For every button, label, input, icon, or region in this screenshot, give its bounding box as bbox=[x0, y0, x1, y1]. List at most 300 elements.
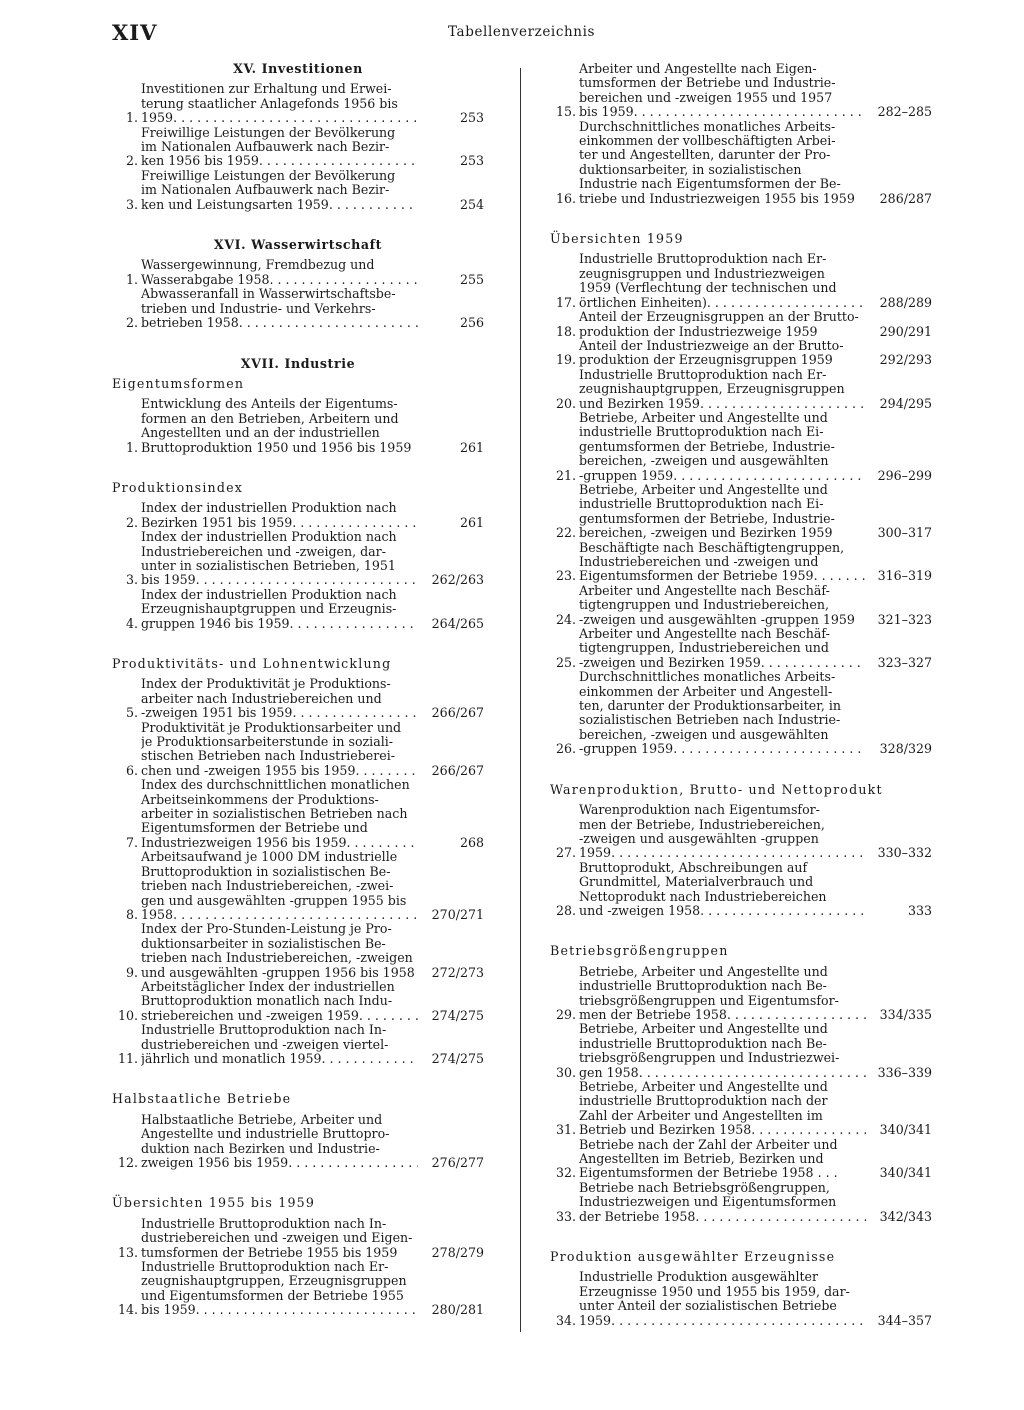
entry-line: 1959 bbox=[579, 1312, 612, 1328]
toc-entry[interactable] bbox=[550, 368, 932, 411]
entry-last-line bbox=[579, 1210, 866, 1224]
entry-text bbox=[579, 541, 866, 584]
entry-last-line bbox=[141, 1246, 418, 1260]
entry-line: Nettoprodukt nach Industriebereichen bbox=[579, 888, 827, 904]
entry-number: 17. bbox=[555, 294, 576, 310]
entry-text bbox=[141, 677, 418, 720]
entry-last-line bbox=[579, 397, 866, 411]
entry-line: striebereichen und -zweigen 1959 bbox=[141, 1007, 359, 1023]
entry-line: Index des durchschnittlichen monatlichen bbox=[141, 778, 410, 793]
entry-text bbox=[141, 1260, 418, 1318]
entry-line: dustriebereichen und -zweigen und Eigen- bbox=[141, 1230, 413, 1246]
entry-line: Industriezweigen 1956 bis 1959 bbox=[141, 834, 347, 850]
dot-leader bbox=[355, 764, 418, 778]
dot-leader bbox=[173, 111, 418, 125]
entry-line: Betriebe, Arbeiter und Angestellte und bbox=[579, 1080, 828, 1094]
page-reference: 261 bbox=[459, 514, 484, 530]
entry-line: Grundmittel, Materialverbrauch und bbox=[579, 874, 814, 890]
entry-number: 16. bbox=[555, 190, 576, 206]
entry-line: Industrielle Bruttoproduktion nach In- bbox=[141, 1023, 387, 1038]
entry-list bbox=[550, 62, 932, 206]
toc-entry[interactable] bbox=[550, 1022, 932, 1080]
entry-line: produktion der Industriezweige 1959 bbox=[579, 323, 818, 339]
entry-line: triebsgrößengruppen und Industriezwei- bbox=[579, 1050, 840, 1066]
entry-line: Anteil der Industriezweige an der Brutto- bbox=[579, 338, 844, 353]
entry-line: bis 1959 bbox=[141, 1302, 196, 1318]
entry-line: Arbeiter und Angestellte nach Beschäf- bbox=[579, 583, 830, 598]
toc-entry[interactable] bbox=[550, 1270, 932, 1328]
entry-last-line bbox=[579, 1008, 866, 1022]
entry-text bbox=[141, 530, 418, 588]
entry-line: Durchschnittliches monatliches Arbeits- bbox=[579, 119, 836, 134]
entry-line: -zweigen 1951 bis 1959 bbox=[141, 705, 293, 721]
page-reference: 254 bbox=[459, 196, 484, 212]
section-heading-xv: XV. Investitionen bbox=[233, 61, 363, 76]
dot-leader bbox=[196, 573, 418, 587]
toc-entry[interactable] bbox=[550, 627, 932, 670]
entry-last-line bbox=[141, 1156, 418, 1170]
entry-text bbox=[141, 1217, 418, 1260]
toc-entry[interactable] bbox=[112, 850, 484, 922]
entry-text bbox=[579, 1181, 866, 1224]
toc-entry[interactable] bbox=[112, 922, 484, 980]
entry-number: 29. bbox=[555, 1006, 576, 1022]
entry-number: 3. bbox=[125, 572, 138, 588]
entry-line: -zweigen und ausgewählten -gruppen 1959 bbox=[579, 611, 855, 627]
entry-line: trieben nach Industriebereichen, -zwei- bbox=[141, 878, 394, 894]
entry-line: produktion der Erzeugnisgruppen 1959 bbox=[579, 352, 833, 368]
entry-last-line bbox=[141, 573, 418, 587]
toc-entry[interactable] bbox=[550, 339, 932, 368]
entry-number: 4. bbox=[125, 615, 138, 631]
entry-line: Arbeiter und Angestellte nach Eigen- bbox=[579, 62, 817, 76]
entry-last-line bbox=[141, 706, 418, 720]
entry-line: Angestellten und an der industriellen bbox=[141, 425, 380, 441]
entry-last-line bbox=[141, 441, 418, 455]
entry-number: 33. bbox=[555, 1208, 576, 1224]
page-reference: 266/267 bbox=[431, 762, 484, 778]
entry-list bbox=[112, 1113, 484, 1171]
entry-line: Industriebereichen und -zweigen, dar- bbox=[141, 543, 386, 559]
page-reference: 255 bbox=[459, 271, 484, 287]
dot-leader bbox=[322, 1052, 418, 1066]
page-title: Tabellenverzeichnis bbox=[448, 24, 596, 40]
entry-line: Beschäftigte nach Beschäftigtengruppen, bbox=[579, 540, 845, 555]
toc-entry[interactable] bbox=[550, 965, 932, 1023]
entry-list bbox=[112, 82, 484, 212]
subheading-halbstaatliche: Halbstaatliche Betriebe bbox=[112, 1091, 292, 1107]
entry-line: ter und Angestellten, darunter der Pro- bbox=[579, 147, 831, 163]
entry-line: einkommen der vollbeschäftigten Arbei- bbox=[579, 133, 836, 149]
entry-number: 20. bbox=[555, 395, 576, 411]
entry-line: Industrielle Produktion ausgewählter bbox=[579, 1270, 819, 1285]
entry-line: arbeiter nach Industriebereichen und bbox=[141, 690, 382, 706]
entry-number: 5. bbox=[125, 705, 138, 721]
entry-line: Erzeugnisse 1950 und 1955 bis 1959, dar- bbox=[579, 1283, 850, 1299]
entry-line: Industrielle Bruttoproduktion nach Er- bbox=[141, 1260, 389, 1275]
page-reference: 272/273 bbox=[431, 964, 484, 980]
entry-text bbox=[579, 252, 866, 310]
subheading-warenproduktion: Warenproduktion, Brutto- und Nettoprodukt bbox=[550, 781, 883, 797]
entry-line: im Nationalen Aufbauwerk nach Bezir- bbox=[141, 139, 390, 155]
toc-entry[interactable] bbox=[550, 411, 932, 483]
toc-entry[interactable] bbox=[112, 677, 484, 720]
entry-line: Industrielle Bruttoproduktion nach In- bbox=[141, 1216, 387, 1231]
entry-line: tumsformen der Betriebe und Industrie- bbox=[579, 75, 836, 91]
entry-number: 34. bbox=[555, 1312, 576, 1328]
entry-line: Industrielle Bruttoproduktion nach Er- bbox=[579, 252, 827, 267]
entry-line: Anteil der Erzeugnisgruppen an der Brutto- bbox=[579, 310, 859, 325]
entry-number: 19. bbox=[555, 352, 576, 368]
entry-line: Eigentumsformen der Betriebe 1958 . . . bbox=[579, 1165, 838, 1181]
toc-entry[interactable] bbox=[112, 82, 484, 125]
entry-number: 18. bbox=[555, 323, 576, 339]
toc-entry[interactable] bbox=[550, 483, 932, 541]
page-reference: 268 bbox=[459, 834, 484, 850]
entry-last-line bbox=[579, 105, 866, 119]
page-reference: 256 bbox=[459, 315, 484, 331]
entry-line: 1959 (Verflechtung der technischen und bbox=[579, 280, 837, 296]
entry-number: 15. bbox=[555, 104, 576, 120]
entry-number: 26. bbox=[555, 741, 576, 757]
entry-line: Wasserabgabe 1958 bbox=[141, 271, 270, 287]
entry-text bbox=[141, 850, 418, 922]
entry-line: dustriebereichen und -zweigen viertel- bbox=[141, 1036, 389, 1052]
entry-line: tumsformen der Betriebe 1955 bis 1959 bbox=[141, 1244, 398, 1260]
entry-line: Bruttoproduktion monatlich nach Indu- bbox=[141, 993, 393, 1009]
entry-last-line bbox=[579, 1166, 866, 1180]
dot-leader bbox=[727, 1008, 866, 1022]
toc-entry[interactable] bbox=[550, 310, 932, 339]
entry-line: Bruttoproduktion 1950 und 1956 bis 1959 bbox=[141, 439, 412, 455]
entry-line: Bruttoprodukt, Abschreibungen auf bbox=[579, 860, 808, 875]
dot-leader bbox=[634, 105, 866, 119]
entry-line: tigtengruppen und Industriebereichen, bbox=[579, 597, 829, 613]
toc-entry[interactable] bbox=[112, 1023, 484, 1066]
entry-text bbox=[141, 721, 418, 779]
entry-line: zeugnishauptgruppen, Erzeugnisgruppen bbox=[141, 1273, 407, 1289]
entry-text bbox=[141, 588, 418, 631]
entry-number: 10. bbox=[117, 1007, 138, 1023]
entry-line: -gruppen 1959 bbox=[579, 741, 674, 757]
page-reference: 264/265 bbox=[431, 615, 484, 631]
entry-line: Warenproduktion nach Eigentumsfor- bbox=[579, 803, 820, 818]
entry-line: chen und -zweigen 1955 bis 1959 bbox=[141, 762, 356, 778]
entry-text bbox=[579, 803, 866, 861]
entry-line: tigtengruppen, Industriebereichen und bbox=[579, 640, 829, 656]
entry-line: Halbstaatliche Betriebe, Arbeiter und bbox=[141, 1112, 383, 1127]
toc-entry[interactable] bbox=[550, 252, 932, 310]
entry-text bbox=[579, 861, 866, 919]
entry-number: 6. bbox=[125, 762, 138, 778]
page-reference: 294/295 bbox=[879, 395, 932, 411]
toc-entry[interactable] bbox=[112, 778, 484, 850]
dot-leader bbox=[639, 1066, 866, 1080]
toc-entry[interactable] bbox=[112, 1217, 484, 1260]
entry-line: Industrie nach Eigentumsformen der Be- bbox=[579, 176, 841, 192]
entry-text bbox=[579, 1022, 866, 1080]
entry-number: 22. bbox=[555, 525, 576, 541]
entry-line: Betriebe nach der Zahl der Arbeiter und bbox=[579, 1137, 838, 1152]
entry-number: 14. bbox=[117, 1302, 138, 1318]
toc-entry[interactable] bbox=[550, 1181, 932, 1224]
subheading-produktivitaet: Produktivitäts- und Lohnentwicklung bbox=[112, 656, 392, 671]
toc-entry[interactable] bbox=[550, 1080, 932, 1138]
entry-line: Bezirken 1951 bis 1959 bbox=[141, 514, 293, 530]
page-reference: 300–317 bbox=[877, 525, 932, 541]
toc-entry[interactable] bbox=[550, 120, 932, 206]
entry-last-line bbox=[141, 966, 418, 980]
dot-leader bbox=[346, 836, 418, 850]
entry-line: bereichen, -zweigen und Bezirken 1959 bbox=[579, 525, 833, 541]
entry-line: trieben nach Industriebereichen, -zweigen bbox=[141, 950, 413, 966]
entry-line: Industriebereichen und -zweigen und bbox=[579, 554, 819, 569]
entry-line: -zweigen und ausgewählten -gruppen bbox=[579, 830, 819, 846]
dot-leader bbox=[288, 1156, 418, 1170]
entry-number: 21. bbox=[555, 467, 576, 483]
entry-line: der Betriebe 1958 bbox=[579, 1208, 696, 1224]
dot-leader bbox=[673, 742, 866, 756]
dot-leader bbox=[292, 516, 418, 530]
toc-entry[interactable] bbox=[112, 1113, 484, 1171]
entry-number: 28. bbox=[555, 902, 576, 918]
entry-list bbox=[550, 965, 932, 1224]
entry-line: -zweigen und Bezirken 1959 bbox=[579, 654, 761, 670]
toc-entry[interactable] bbox=[112, 721, 484, 779]
entry-line: und Bezirken 1959 bbox=[579, 395, 700, 411]
page-reference: 292/293 bbox=[879, 352, 932, 368]
entry-line: Freiwillige Leistungen der Bevölkerung bbox=[141, 125, 396, 140]
entry-text bbox=[579, 483, 866, 541]
entry-line: gruppen 1946 bis 1959 bbox=[141, 615, 290, 631]
toc-entry[interactable] bbox=[112, 980, 484, 1023]
dot-leader bbox=[695, 1210, 866, 1224]
entry-number: 1. bbox=[125, 439, 138, 455]
dot-leader bbox=[673, 469, 866, 483]
column-divider bbox=[520, 68, 521, 1332]
entry-line: formen an den Betrieben, Arbeitern und bbox=[141, 410, 399, 426]
entry-last-line bbox=[579, 904, 866, 918]
entry-text bbox=[141, 501, 418, 530]
subheading-produktionsindex: Produktionsindex bbox=[112, 479, 244, 495]
entry-text bbox=[141, 287, 418, 330]
entry-line: industrielle Bruttoproduktion nach Ei- bbox=[579, 424, 824, 440]
entry-line: duktion nach Bezirken und Industrie- bbox=[141, 1140, 380, 1156]
entry-text bbox=[579, 1080, 866, 1138]
dot-leader bbox=[814, 569, 866, 583]
entry-line: Angestellten im Betrieb, Bezirken und bbox=[579, 1151, 824, 1167]
dot-leader bbox=[611, 846, 866, 860]
subheading-ausgewaehlte-erzeugnisse: Produktion ausgewählter Erzeugnisse bbox=[550, 1249, 836, 1265]
entry-line: Index der industriellen Produktion nach bbox=[141, 530, 397, 545]
entry-list bbox=[112, 677, 484, 1066]
entry-line: einkommen der Arbeiter und Angestell- bbox=[579, 683, 833, 699]
entry-line: terung staatlicher Anlagefonds 1956 bis bbox=[141, 95, 398, 111]
page-reference: 316–319 bbox=[877, 568, 932, 584]
toc-entry[interactable] bbox=[550, 62, 932, 120]
entry-line: Eigentumsformen der Betriebe 1959 bbox=[579, 568, 814, 584]
entry-line: im Nationalen Aufbauwerk nach Bezir- bbox=[141, 182, 390, 198]
toc-entry[interactable] bbox=[550, 803, 932, 861]
toc-entry[interactable] bbox=[112, 1260, 484, 1318]
entry-number: 24. bbox=[555, 611, 576, 627]
entry-line: je Produktionsarbeiterstunde in soziali- bbox=[141, 734, 394, 750]
toc-entry[interactable] bbox=[112, 126, 484, 169]
entry-text bbox=[579, 120, 866, 206]
entry-text bbox=[141, 1113, 418, 1171]
page-reference: 253 bbox=[459, 153, 484, 169]
entry-text bbox=[141, 980, 418, 1023]
entry-last-line bbox=[579, 325, 866, 339]
entry-line: stischen Betrieben nach Industrieberei- bbox=[141, 748, 395, 764]
entry-line: zeugnishauptgruppen, Erzeugnisgruppen bbox=[579, 381, 845, 397]
page-reference: 334/335 bbox=[879, 1006, 932, 1022]
entry-line: gentumsformen der Betriebe, Industrie- bbox=[579, 438, 835, 454]
subheading-eigentumsformen: Eigentumsformen bbox=[112, 375, 245, 391]
entry-line: duktionsarbeiter, in sozialistischen bbox=[579, 161, 802, 177]
entry-line: sozialistischen Betrieben nach Industrie- bbox=[579, 712, 841, 728]
entry-number: 23. bbox=[555, 568, 576, 584]
entry-last-line bbox=[141, 111, 418, 125]
entry-line: triebsgrößengruppen und Eigentumsfor- bbox=[579, 992, 839, 1008]
toc-entry[interactable] bbox=[112, 588, 484, 631]
subheading-betriebsgroessen: Betriebsgrößengruppen bbox=[550, 943, 729, 959]
entry-line: bereichen und -zweigen 1955 und 1957 bbox=[579, 89, 833, 105]
page-reference: 340/341 bbox=[879, 1122, 932, 1138]
entry-last-line bbox=[579, 192, 866, 206]
toc-entry[interactable] bbox=[112, 530, 484, 588]
toc-entry[interactable] bbox=[550, 670, 932, 756]
right-column bbox=[550, 62, 938, 1328]
entry-number: 27. bbox=[555, 845, 576, 861]
entry-line: 1959 bbox=[579, 845, 612, 861]
entry-number: 8. bbox=[125, 906, 138, 922]
page-reference: 290/291 bbox=[879, 323, 932, 339]
page-reference: 286/287 bbox=[879, 190, 932, 206]
entry-line: Betriebe, Arbeiter und Angestellte und bbox=[579, 482, 828, 497]
entry-line: Betriebe, Arbeiter und Angestellte und bbox=[579, 964, 828, 979]
entry-line: men der Betriebe 1958 bbox=[579, 1006, 727, 1022]
entry-list bbox=[112, 397, 484, 455]
dot-leader bbox=[329, 198, 418, 212]
dot-leader bbox=[269, 273, 418, 287]
entry-line: Erzeugnishauptgruppen und Erzeugnis- bbox=[141, 601, 397, 617]
dot-leader bbox=[761, 656, 866, 670]
entry-number: 3. bbox=[125, 196, 138, 212]
dot-leader bbox=[290, 617, 418, 631]
entry-number: 32. bbox=[555, 1165, 576, 1181]
entry-list bbox=[112, 501, 484, 631]
page-reference: 333 bbox=[907, 902, 932, 918]
entry-last-line bbox=[141, 316, 418, 330]
page-reference: 274/275 bbox=[431, 1007, 484, 1023]
entry-text bbox=[579, 627, 866, 670]
dot-leader bbox=[359, 1009, 418, 1023]
page-reference: 321–323 bbox=[877, 611, 932, 627]
page-reference: 261 bbox=[459, 439, 484, 455]
entry-last-line bbox=[141, 764, 418, 778]
entry-text bbox=[579, 310, 866, 339]
entry-line: gen und ausgewählten -gruppen 1955 bis bbox=[141, 892, 407, 908]
entry-list bbox=[550, 252, 932, 756]
toc-entry[interactable] bbox=[112, 287, 484, 330]
toc-entry[interactable] bbox=[550, 861, 932, 919]
entry-line: Entwicklung des Anteils der Eigentums- bbox=[141, 397, 398, 412]
entry-line: jährlich und monatlich 1959 bbox=[141, 1050, 322, 1066]
dot-leader bbox=[751, 1123, 866, 1137]
page-reference: 296–299 bbox=[877, 467, 932, 483]
entry-number: 13. bbox=[117, 1244, 138, 1260]
entry-last-line bbox=[141, 1009, 418, 1023]
entry-number: 1. bbox=[125, 271, 138, 287]
entry-text bbox=[141, 1023, 418, 1066]
entry-last-line bbox=[141, 1052, 418, 1066]
page-reference: 340/341 bbox=[879, 1165, 932, 1181]
entry-line: zeugnisgruppen und Industriezweigen bbox=[579, 265, 825, 281]
entry-line: Wassergewinnung, Fremdbezug und bbox=[141, 258, 375, 273]
subheading-uebersichten-1955: Übersichten 1955 bis 1959 bbox=[112, 1195, 316, 1211]
toc-entry[interactable] bbox=[550, 584, 932, 627]
entry-line: Bruttoproduktion in sozialistischen Be- bbox=[141, 863, 391, 879]
toc-entry[interactable] bbox=[112, 169, 484, 212]
subheading-uebersichten-1959: Übersichten 1959 bbox=[550, 231, 684, 247]
entry-line: Angestellte und industrielle Bruttopro- bbox=[141, 1126, 390, 1142]
entry-line: industrielle Bruttoproduktion nach Be- bbox=[579, 978, 827, 994]
page-reference: 342/343 bbox=[879, 1208, 932, 1224]
entry-last-line bbox=[141, 836, 418, 850]
page-reference: 330–332 bbox=[877, 845, 932, 861]
page-reference: 276/277 bbox=[431, 1155, 484, 1170]
dot-leader bbox=[707, 296, 866, 310]
entry-text bbox=[141, 258, 418, 287]
page-reference: 274/275 bbox=[431, 1050, 484, 1066]
entry-line: gentumsformen der Betriebe, Industrie- bbox=[579, 510, 835, 526]
toc-entry[interactable] bbox=[112, 258, 484, 287]
entry-line: ken 1956 bis 1959 bbox=[141, 153, 259, 169]
entry-number: 7. bbox=[125, 834, 138, 850]
entry-line: örtlichen Einheiten) bbox=[579, 294, 707, 310]
entry-text bbox=[579, 411, 866, 483]
entry-line: trieben und Industrie- und Verkehrs- bbox=[141, 300, 376, 316]
entry-line: industrielle Bruttoproduktion nach Ei- bbox=[579, 496, 824, 512]
dot-leader bbox=[292, 706, 418, 720]
left-column bbox=[112, 62, 484, 1318]
entry-line: und ausgewählten -gruppen 1956 bis 1958 bbox=[141, 964, 415, 980]
toc-entry[interactable] bbox=[112, 501, 484, 530]
entry-text bbox=[579, 1270, 866, 1328]
entry-line: bereichen, -zweigen und ausgewählten bbox=[579, 453, 829, 469]
entry-line: bis 1959 bbox=[579, 104, 634, 120]
entry-line: Arbeitsaufwand je 1000 DM industrielle bbox=[141, 850, 398, 865]
toc-entry[interactable] bbox=[550, 541, 932, 584]
entry-last-line bbox=[579, 469, 866, 483]
dot-leader bbox=[173, 908, 418, 922]
entry-line: Freiwillige Leistungen der Bevölkerung bbox=[141, 168, 396, 183]
entry-last-line bbox=[579, 742, 866, 756]
page-reference: 280/281 bbox=[431, 1302, 484, 1318]
entry-line: 1958 bbox=[141, 906, 174, 922]
entry-text bbox=[579, 670, 866, 756]
entry-last-line bbox=[579, 846, 866, 860]
entry-line: Arbeiter und Angestellte nach Beschäf- bbox=[579, 627, 830, 642]
toc-entry[interactable] bbox=[112, 397, 484, 455]
section-heading-xvi: XVI. Wasserwirtschaft bbox=[213, 237, 383, 253]
entry-text bbox=[579, 1138, 866, 1181]
entry-line: Arbeitseinkommens der Produktions- bbox=[141, 791, 379, 807]
page-reference: 278/279 bbox=[431, 1244, 484, 1260]
entry-last-line bbox=[141, 516, 418, 530]
toc-entry[interactable] bbox=[550, 1138, 932, 1181]
